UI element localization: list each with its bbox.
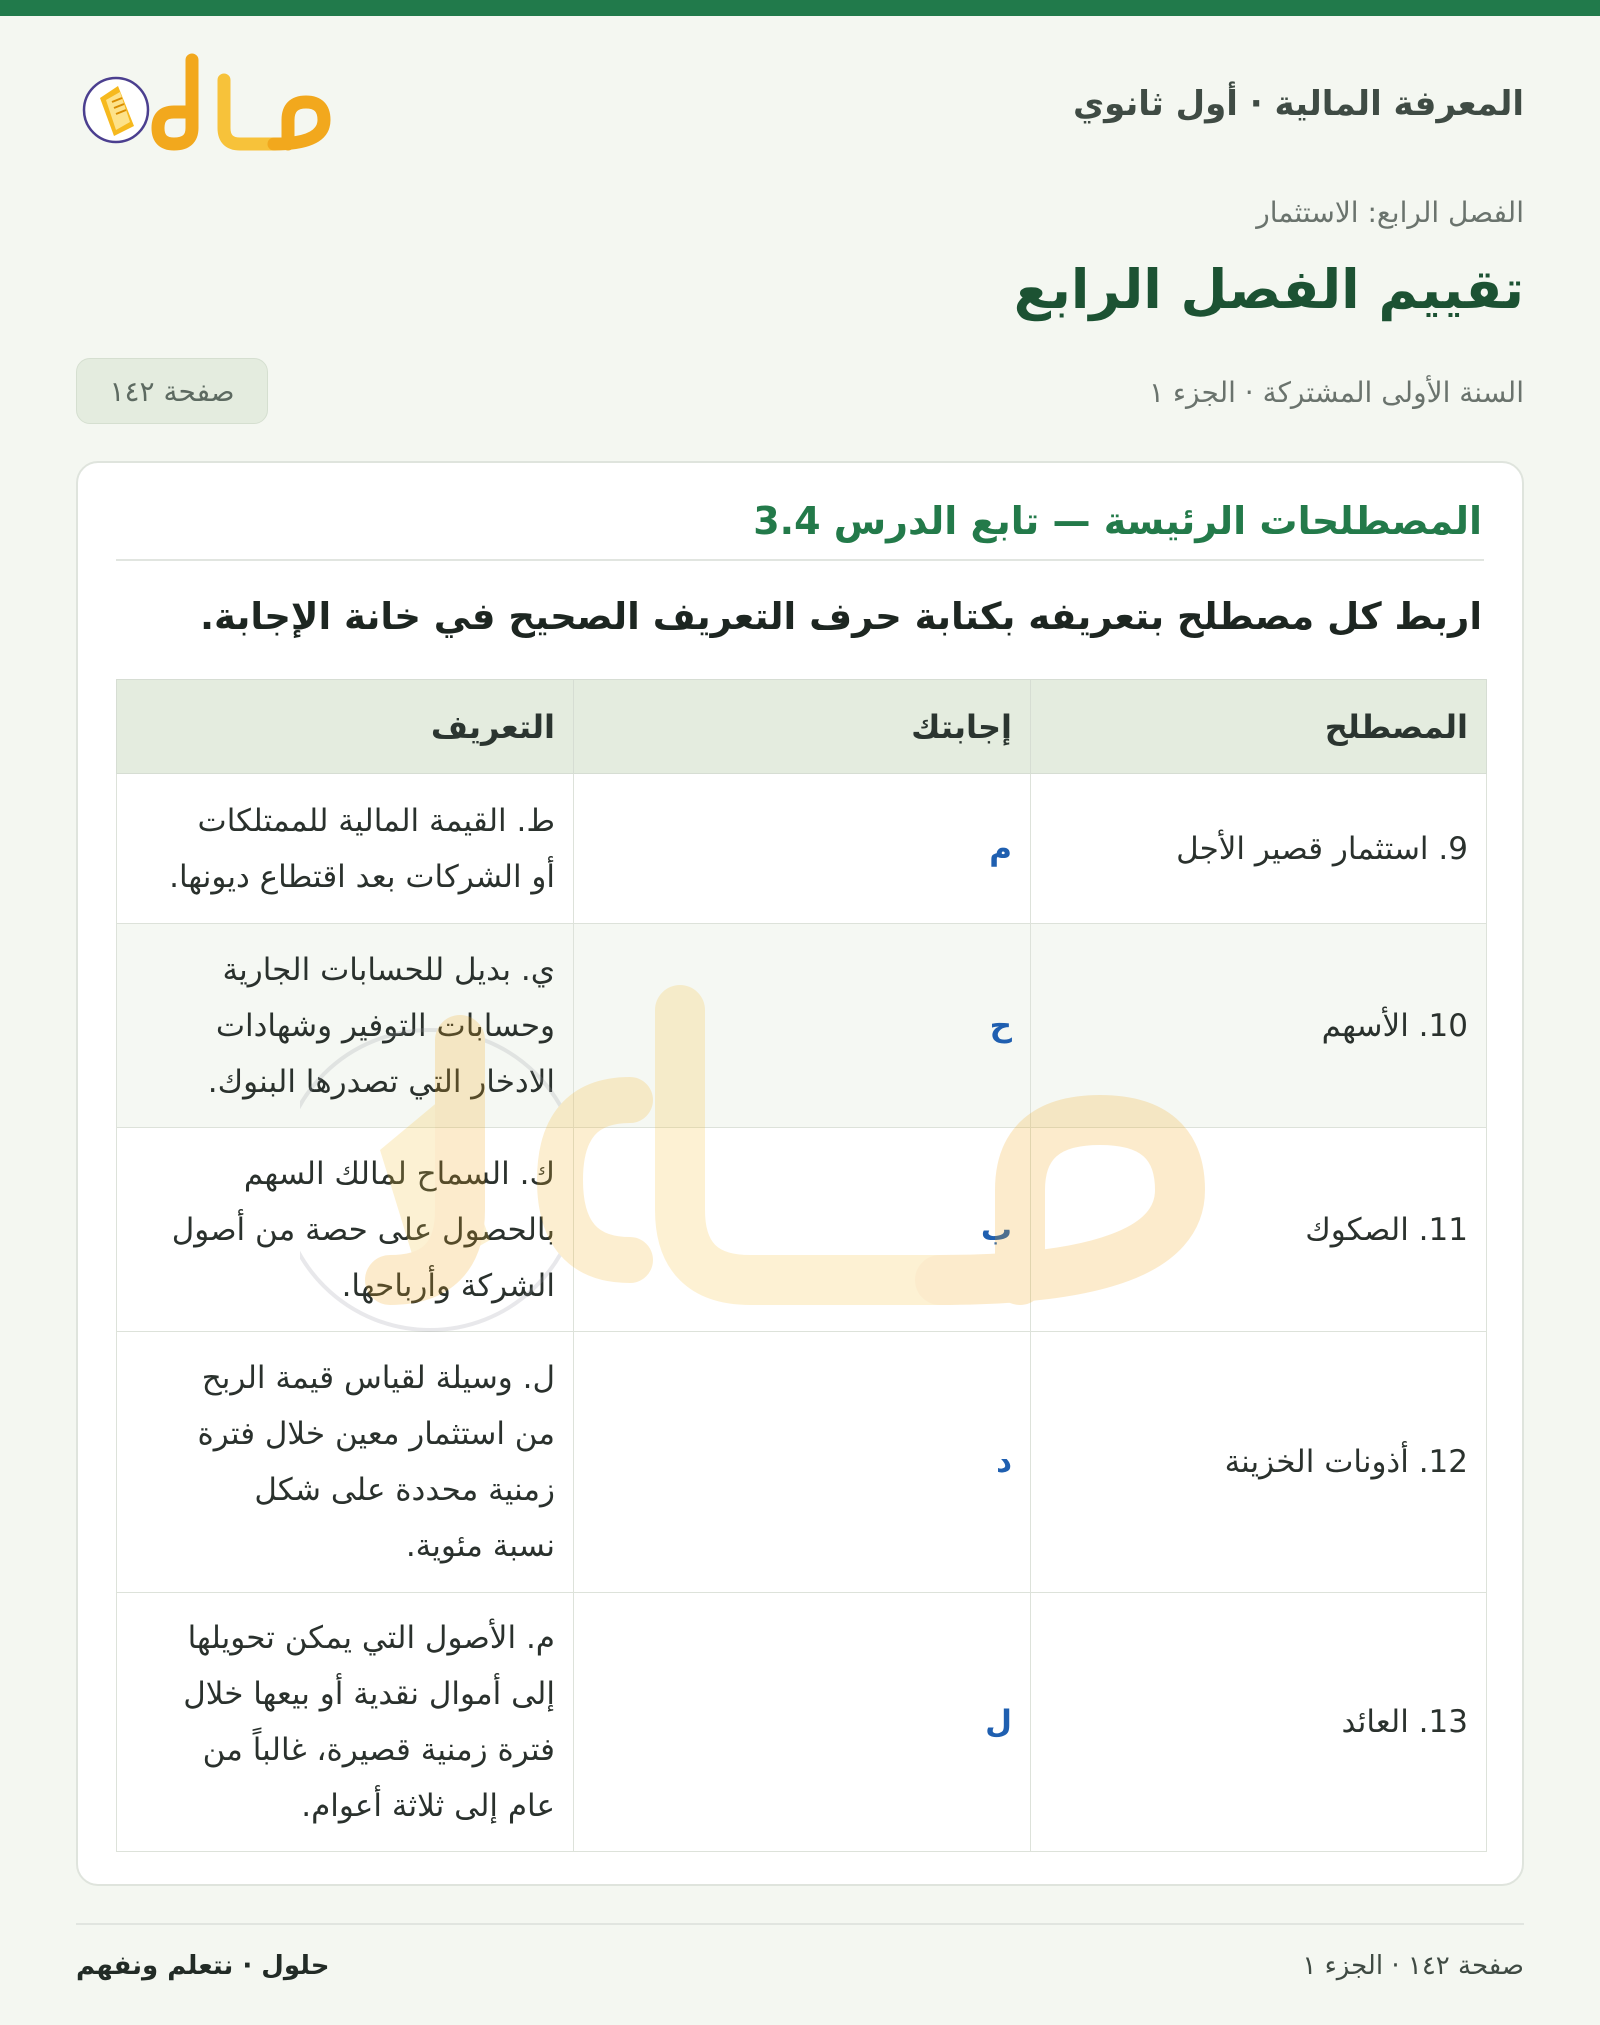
answer-cell[interactable]: ح <box>574 924 1031 1128</box>
definition-cell <box>117 924 574 1128</box>
definition-cell <box>117 774 574 924</box>
definition-line: ط. القيمة المالية للممتلكات <box>197 802 555 839</box>
definition-line: م. الأصول التي يمكن تحويلها <box>187 1620 555 1656</box>
definition-cell <box>117 1128 574 1332</box>
top-accent-bar <box>0 0 1600 16</box>
footer-page-info: صفحة ١٤٢ · الجزء ١ <box>1302 1951 1524 1981</box>
answer-cell[interactable]: م <box>574 774 1031 924</box>
definition-line: بالحصول على حصة من أصول <box>171 1211 555 1248</box>
definition-cell <box>117 1593 574 1852</box>
definition-line: زمنية محددة على شكل <box>254 1472 555 1508</box>
footer-brand-tagline: حلول · نتعلم ونفهم <box>76 1951 330 1981</box>
section-heading: المصطلحات الرئيسة — تابع الدرس 3.4 <box>753 499 1482 543</box>
table-header-row <box>117 680 1487 774</box>
table-row <box>117 774 1487 924</box>
definition-line: من استثمار معين خلال فترة <box>197 1416 555 1452</box>
definition-cell <box>117 1332 574 1593</box>
footer-divider <box>76 1923 1524 1925</box>
hulul-logo[interactable] <box>74 50 344 165</box>
answer-cell[interactable]: د <box>574 1332 1031 1593</box>
table-row <box>117 924 1487 1128</box>
page-title: تقييم الفصل الرابع <box>1013 258 1524 321</box>
definition-line: عام إلى ثلاثة أعوام. <box>301 1788 555 1824</box>
table-row <box>117 1128 1487 1332</box>
definition-line: ك. السماح لمالك السهم <box>243 1155 555 1192</box>
key-terms-card <box>76 461 1524 1886</box>
matching-table <box>116 679 1487 1852</box>
answer-cell[interactable]: ب <box>574 1128 1031 1332</box>
definition-line: نسبة مئوية. <box>405 1528 555 1564</box>
instruction-text: اربط كل مصطلح بتعريفه بكتابة حرف التعريف الصحيح في خانة الإجابة. <box>199 595 1482 638</box>
divider <box>116 559 1484 561</box>
definition-line: إلى أموال نقدية أو بيعها خلال <box>183 1676 555 1712</box>
term-cell: 13. العائد <box>1031 1593 1487 1852</box>
column-header-definition: التعريف <box>117 680 574 774</box>
column-header-term: المصطلح <box>1031 680 1487 774</box>
answer-cell[interactable]: ل <box>574 1593 1031 1852</box>
definition-line: ي. بديل للحسابات الجارية <box>222 951 555 988</box>
page-number-badge: صفحة ١٤٢ <box>76 358 268 424</box>
term-cell: 12. أذونات الخزينة <box>1031 1332 1487 1593</box>
definition-line: الشركة وأرباحها. <box>341 1267 555 1304</box>
definition-line: فترة زمنية قصيرة، غالباً من <box>202 1732 555 1768</box>
definition-line: ل. وسيلة لقياس قيمة الربح <box>201 1360 555 1396</box>
subject-title: المعرفة المالية · أول ثانوي <box>1072 84 1524 124</box>
definition-line: وحسابات التوفير وشهادات <box>215 1007 555 1044</box>
grade-part-label: السنة الأولى المشتركة · الجزء ١ <box>1148 376 1524 409</box>
term-cell: 9. استثمار قصير الأجل <box>1031 774 1487 924</box>
definition-line: أو الشركات بعد اقتطاع ديونها. <box>169 858 555 895</box>
column-header-answer: إجابتك <box>574 680 1031 774</box>
term-cell: 11. الصكوك <box>1031 1128 1487 1332</box>
chapter-label: الفصل الرابع: الاستثمار <box>1256 196 1524 229</box>
table-row <box>117 1332 1487 1593</box>
table-row <box>117 1593 1487 1852</box>
term-cell: 10. الأسهم <box>1031 924 1487 1128</box>
definition-line: الادخار التي تصدرها البنوك. <box>207 1063 555 1100</box>
